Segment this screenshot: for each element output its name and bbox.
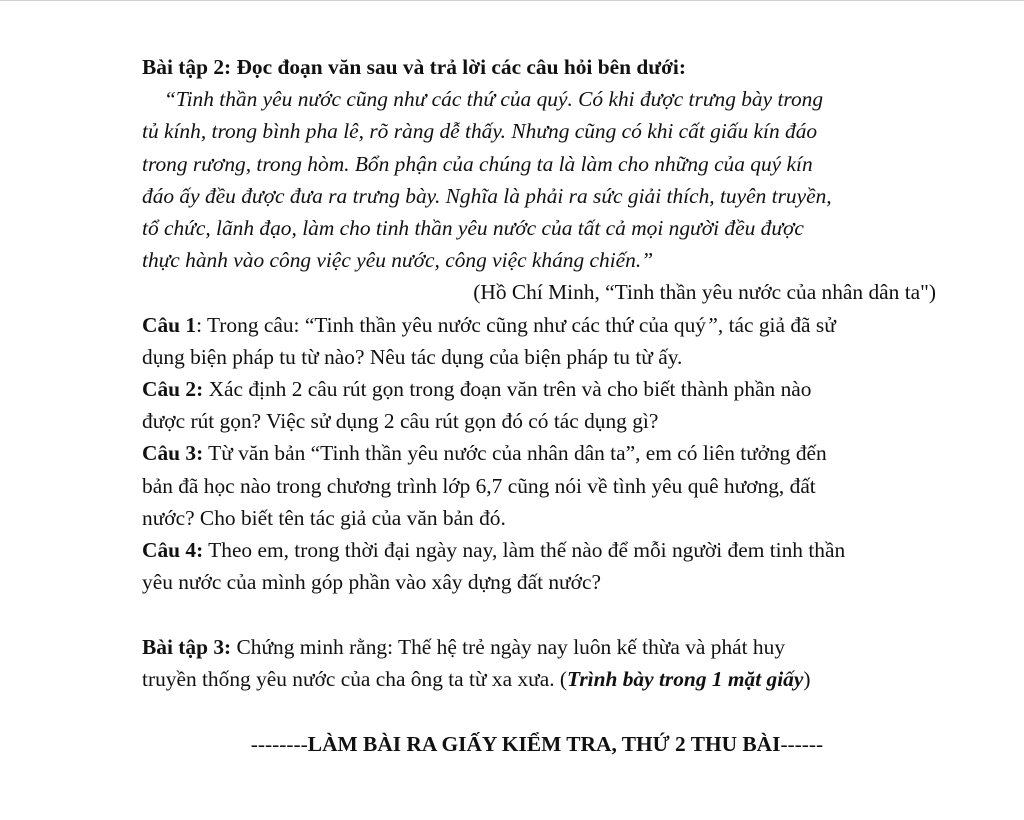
quote-line: thực hành vào công việc yêu nước, công việc kháng chiến.” <box>142 248 654 273</box>
question-1-text-end: , tác giả đã sử <box>717 312 836 337</box>
question-1-close-quote: ” <box>705 312 718 337</box>
question-2-label: Câu 2: <box>142 377 204 402</box>
quote-line: trong rương, trong hòm. Bổn phận của chúng ta là làm cho những của quý kín <box>142 151 813 176</box>
exercise-3-line-2 <box>142 663 942 695</box>
question-3-text: Từ văn bản “Tinh thần yêu nước của nhân dân ta”, em có liên tưởng đến <box>203 441 827 466</box>
question-1-line-2: dụng biện pháp tu từ nào? Nêu tác dụng của biện pháp tu từ ấy. <box>142 344 683 369</box>
quote-line: tổ chức, lãnh đạo, làm cho tinh thần yêu nước của tất cả mọi người đều được <box>142 216 804 241</box>
question-4-line <box>142 534 942 566</box>
footer-title: LÀM BÀI RA GIẤY KIỂM TRA, THỨ 2 THU BÀI <box>307 732 781 756</box>
question-4 <box>142 534 942 598</box>
exercise-3 <box>142 631 942 695</box>
quote-line: tủ kính, trong bình pha lê, rõ ràng dễ thấy. Nhưng cũng có khi cất giấu kín đáo <box>142 119 818 144</box>
exercise-2-heading: Bài tập 2: Đọc đoạn văn sau và trả lời các câu hỏi bên dưới: <box>142 55 686 79</box>
question-3-line-3: nước? Cho biết tên tác giả của văn bản đó. <box>142 505 506 530</box>
question-3 <box>142 437 942 534</box>
footer-dashes-right: ------ <box>780 732 824 756</box>
exercise-3-line <box>142 631 942 663</box>
question-2-text: Xác định 2 câu rút gọn trong đoạn văn trên và cho biết thành phần nào <box>203 377 812 402</box>
footer-dashes-left: -------- <box>250 732 308 756</box>
quote-line: đáo ấy đều được đưa ra trưng bày. Nghĩa là phải ra sức giải thích, tuyên truyền, <box>142 183 832 208</box>
blank-line <box>142 598 942 630</box>
exercise-3-text: Chứng minh rằng: Thế hệ trẻ ngày nay luôn kế thừa và phát huy <box>231 634 786 659</box>
quote-line: “Tinh thần yêu nước cũng như các thứ của quý. Có khi được trưng bày trong <box>164 87 824 112</box>
question-3-line <box>142 437 942 469</box>
question-4-line-2: yêu nước của mình góp phần vào xây dựng đất nước? <box>142 570 601 595</box>
quote-passage <box>142 83 942 276</box>
exercise-3-instruction: Trình bày trong 1 mặt giấy <box>567 666 804 691</box>
exercise-3-paren: ) <box>803 666 811 691</box>
question-2-line <box>142 373 942 405</box>
question-1-text: : Trong câu: “Tinh thần yêu nước cũng như các thứ của quý <box>196 312 706 337</box>
exercise-3-text-2: truyền thống yêu nước của cha ông ta từ xa xưa. ( <box>142 666 568 691</box>
document-body <box>142 51 942 695</box>
question-2-line-2: được rút gọn? Việc sử dụng 2 câu rút gọn đó có tác dụng gì? <box>142 409 659 434</box>
question-4-label: Câu 4: <box>142 538 204 563</box>
question-4-text: Theo em, trong thời đại ngày nay, làm thế nào để mỗi người đem tinh thần <box>203 538 846 563</box>
question-3-label: Câu 3: <box>142 441 204 466</box>
question-2 <box>142 373 942 437</box>
exercise-3-label: Bài tập 3: <box>142 634 232 659</box>
question-1 <box>142 309 942 373</box>
question-1-line <box>142 309 942 341</box>
footer-instruction <box>0 728 1024 760</box>
quote-source: (Hồ Chí Minh, “Tinh thần yêu nước của nhân dân ta") <box>473 280 936 305</box>
question-1-label: Câu 1 <box>142 312 197 337</box>
question-3-line-2: bản đã học nào trong chương trình lớp 6,7 cũng nói về tình yêu quê hương, đất <box>142 473 816 498</box>
